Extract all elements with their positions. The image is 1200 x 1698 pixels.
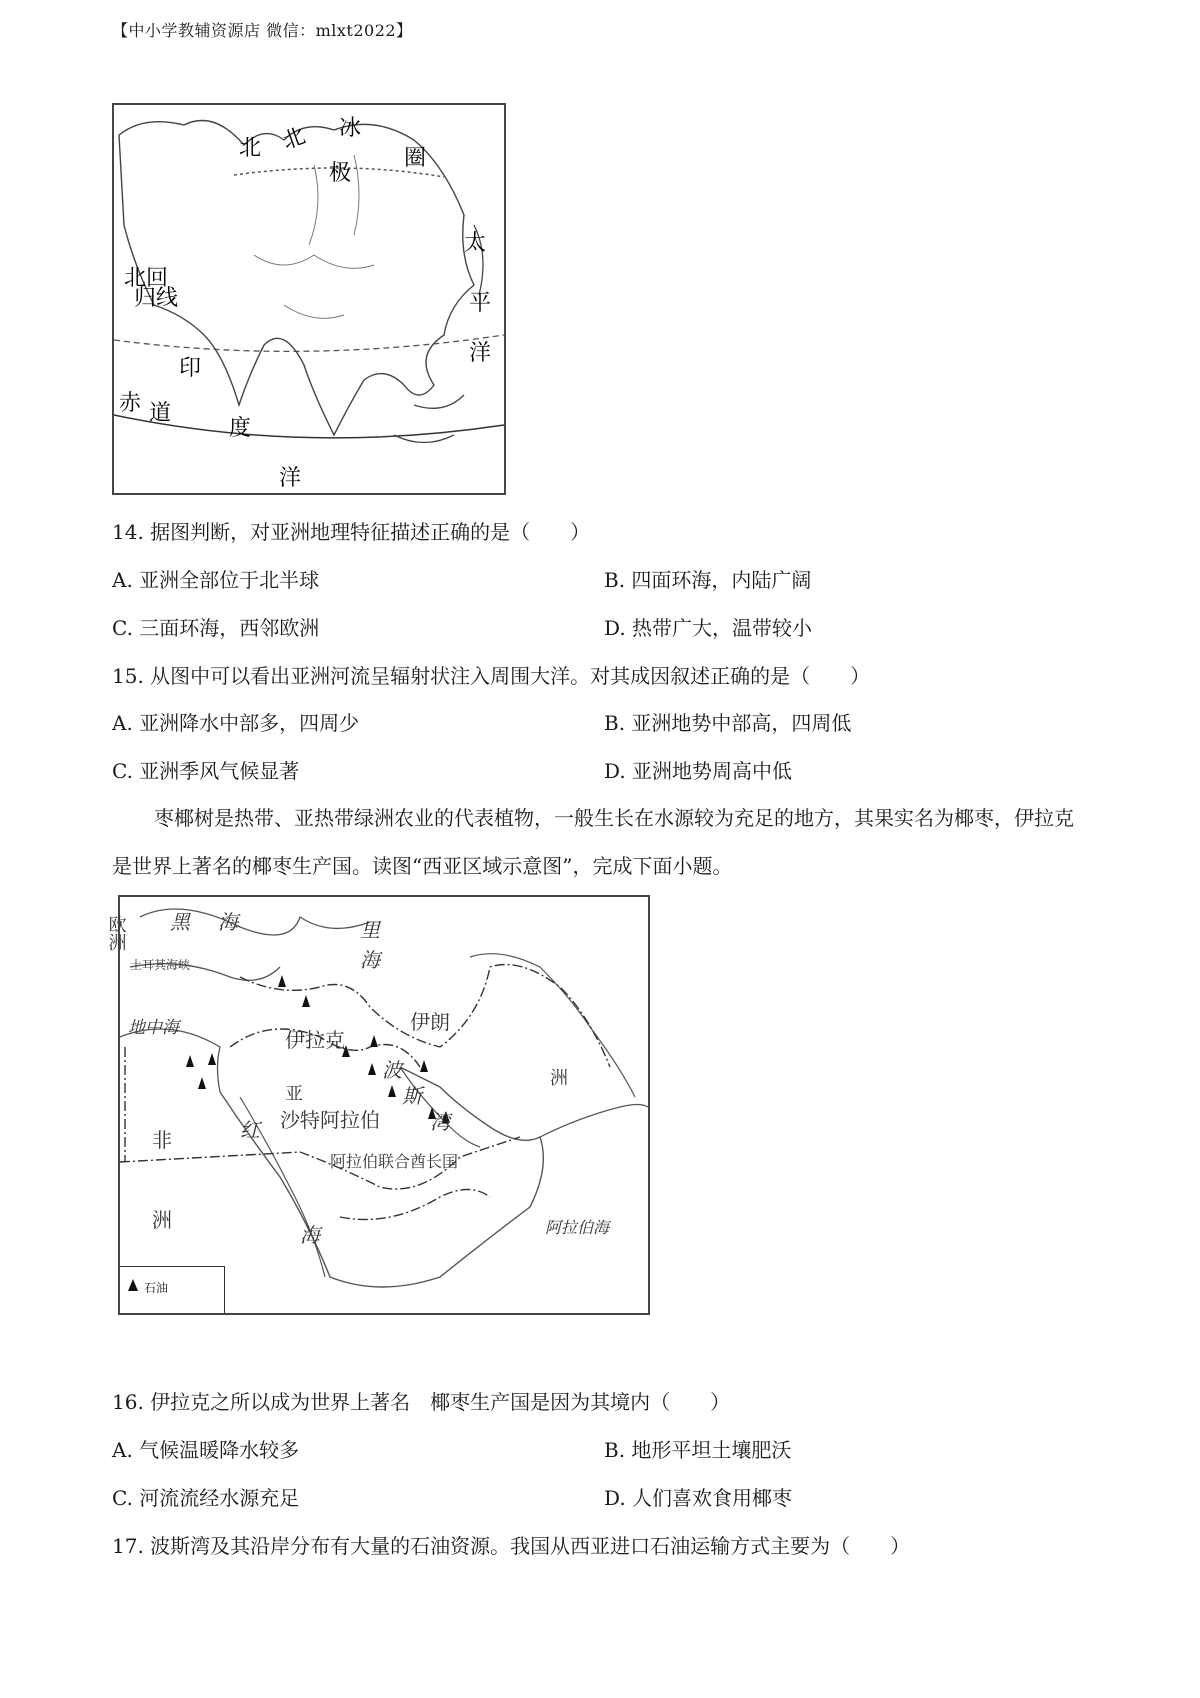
q14-option-c[interactable]: C. 三面环海，西邻欧洲	[112, 616, 320, 640]
reading-passage-text: 枣椰树是热带、亚热带绿洲农业的代表植物，一般生长在水源较为充足的地方，其果实名为椰枣，伊拉克是世界上著名的椰枣生产国。读图“西亚区域示意图”，完成下面小题。	[112, 806, 1074, 878]
page-header: 【中小学教辅资源店 微信：mlxt2022】	[112, 21, 413, 40]
map2-label-strait: 土耳其海峡	[130, 958, 191, 972]
map2-label-arabian-sea: 阿拉伯海	[545, 1218, 610, 1237]
q14-stem: 14. 据图判断，对亚洲地理特征描述正确的是（ ）	[112, 520, 591, 544]
q16-stem: 16. 伊拉克之所以成为世界上著名 椰枣生产国是因为其境内（ ）	[112, 1390, 731, 1414]
map1-label-equator2: 道	[149, 401, 172, 426]
oil-icon	[186, 1055, 194, 1067]
map2-label-uae: 阿拉伯联合酋长国	[330, 1152, 459, 1171]
map2-label-gulf-3: 湾	[430, 1110, 450, 1134]
oil-icon	[388, 1085, 396, 1097]
map2-label-redsea-2: 海	[300, 1223, 320, 1247]
map2-legend-label: 石油	[144, 1281, 169, 1295]
west-asia-map	[105, 895, 650, 1315]
map2-label-med: 地中海	[128, 1018, 179, 1038]
map1-label-indian3: 洋	[279, 466, 302, 491]
map2-label-iraq: 伊拉克	[285, 1028, 345, 1052]
map2-label-gulf-1: 波	[382, 1058, 402, 1082]
oil-legend-icon	[128, 1279, 138, 1291]
q15-option-c[interactable]: C. 亚洲季风气候显著	[112, 759, 300, 783]
map2-label-caspian-2: 海	[360, 948, 380, 972]
map2-label-asia-2: 洲	[550, 1068, 568, 1089]
west-asia-map-drawing	[105, 897, 648, 1313]
q16-option-c[interactable]: C. 河流流经水源充足	[112, 1486, 300, 1510]
asia-map	[112, 103, 506, 495]
q15-option-d[interactable]: D. 亚洲地势周高中低	[604, 759, 793, 783]
map2-label-caspian-1: 里	[360, 918, 380, 942]
q15-stem: 15. 从图中可以看出亚洲河流呈辐射状注入周围大洋。对其成因叙述正确的是（ ）	[112, 664, 871, 688]
map1-label-equator1: 赤	[119, 391, 142, 416]
q15-option-b[interactable]: B. 亚洲地势中部高，四周低	[604, 711, 852, 735]
oil-icon	[370, 1035, 378, 1047]
map1-label-tropic2: 归线	[134, 286, 179, 311]
map2-label-africa-1: 非	[152, 1128, 172, 1152]
map2-legend	[120, 1266, 225, 1313]
map1-label-pacific3: 洋	[469, 341, 492, 366]
map2-label-saudi: 沙特阿拉伯	[280, 1108, 380, 1132]
q15-option-a[interactable]: A. 亚洲降水中部多，四周少	[112, 711, 360, 735]
map1-label-ice: 冰	[339, 116, 362, 141]
q14-option-b[interactable]: B. 四面环海，内陆广阔	[604, 568, 812, 592]
oil-icon	[208, 1053, 216, 1065]
map1-label-polar: 极	[329, 161, 352, 186]
asia-map-drawing	[114, 105, 504, 493]
q17-stem: 17. 波斯湾及其沿岸分布有大量的石油资源。我国从西亚进口石油运输方式主要为（ ）	[112, 1534, 911, 1558]
q16-option-d[interactable]: D. 人们喜欢食用椰枣	[604, 1486, 793, 1510]
map1-label-circle: 圈	[404, 146, 427, 171]
q16-option-a[interactable]: A. 气候温暖降水较多	[112, 1438, 300, 1462]
map1-label-north1: 北	[279, 123, 309, 155]
map2-label-asia-1: 亚	[285, 1084, 303, 1105]
map1-label-pacific1: 太	[464, 231, 487, 256]
map2-label-redsea-1: 红	[240, 1118, 260, 1142]
map2-label-blacksea-2: 海	[218, 910, 238, 934]
map1-label-north2: 北	[239, 136, 262, 161]
oil-icon	[198, 1077, 206, 1089]
map1-label-pacific2: 平	[469, 291, 492, 316]
map2-label-gulf-2: 斯	[402, 1084, 422, 1108]
map1-label-tropic1: 北回	[124, 266, 169, 291]
oil-icon	[302, 995, 310, 1007]
map1-label-indian2: 度	[229, 416, 252, 441]
q14-option-d[interactable]: D. 热带广大，温带较小	[604, 616, 813, 640]
map2-label-blacksea-1: 黑	[170, 910, 190, 934]
map1-label-indian1: 印	[179, 356, 202, 381]
reading-passage	[112, 794, 1092, 890]
q14-option-a[interactable]: A. 亚洲全部位于北半球	[112, 568, 320, 592]
oil-icon	[278, 975, 286, 987]
map2-label-europe-1: 欧洲	[105, 915, 127, 951]
oil-icon	[368, 1063, 376, 1075]
q16-option-b[interactable]: B. 地形平坦土壤肥沃	[604, 1438, 792, 1462]
map2-label-africa-2: 洲	[152, 1208, 172, 1232]
map2-label-iran: 伊朗	[410, 1010, 450, 1034]
oil-icon	[420, 1060, 428, 1072]
